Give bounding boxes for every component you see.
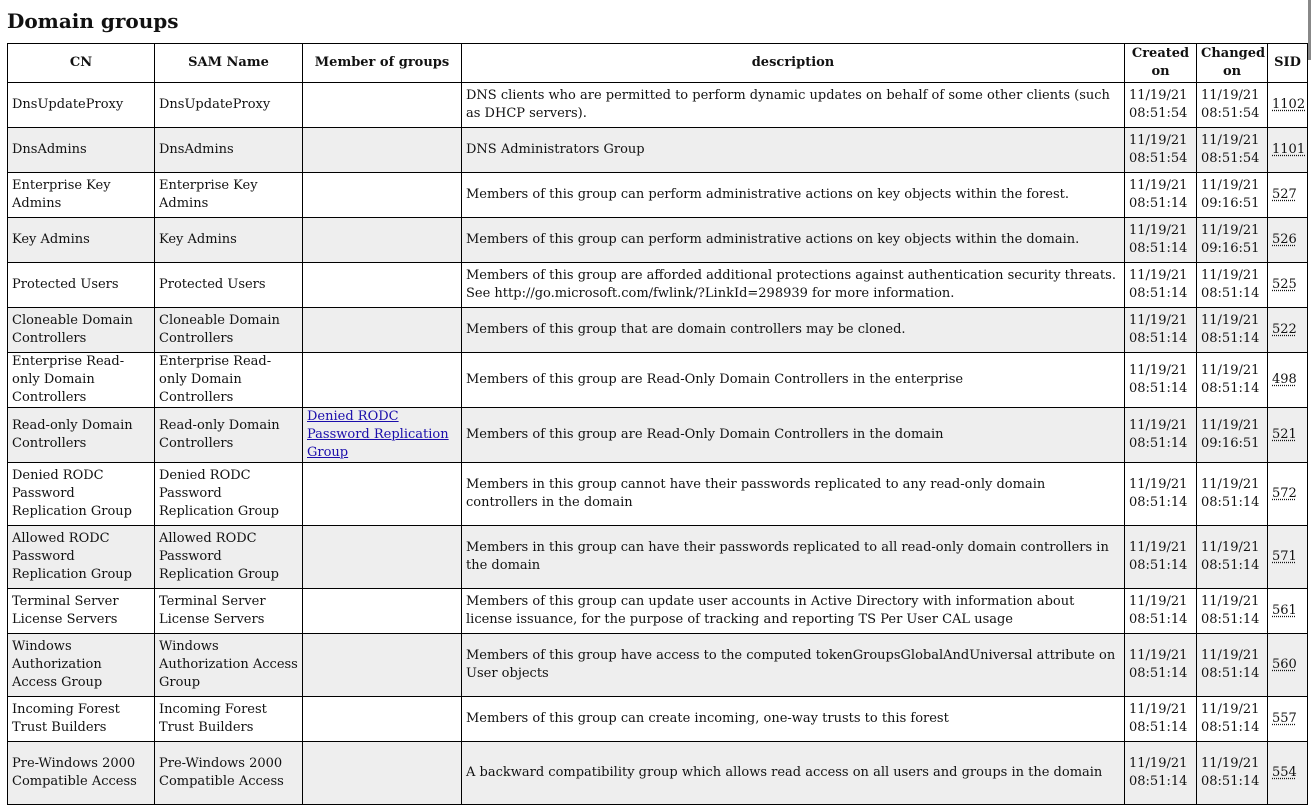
cell-created-on: 11/19/21 08:51:14 — [1125, 697, 1197, 742]
table-row — [8, 263, 1308, 308]
cell-changed-on: 11/19/21 08:51:14 — [1197, 353, 1268, 408]
sid-value[interactable]: 1102 — [1272, 97, 1306, 112]
cell-created-on: 11/19/21 08:51:14 — [1125, 634, 1197, 697]
cell-changed-on: 11/19/21 08:51:14 — [1197, 526, 1268, 589]
cell-created-on: 11/19/21 08:51:14 — [1125, 173, 1197, 218]
cell-cn: Pre-Windows 2000 Compatible Access — [8, 742, 155, 805]
sid-value[interactable]: 526 — [1272, 232, 1297, 247]
cell-cn: DnsUpdateProxy — [8, 83, 155, 128]
cell-sid — [1268, 353, 1308, 408]
cell-sam-name: Enterprise Read-only Domain Controllers — [155, 353, 303, 408]
cell-created-on: 11/19/21 08:51:14 — [1125, 263, 1197, 308]
cell-cn: Incoming Forest Trust Builders — [8, 697, 155, 742]
table-row — [8, 634, 1308, 697]
column-header-sam-name[interactable]: SAM Name — [155, 44, 303, 83]
cell-description: Members of this group can update user accounts in Active Directory with information about license issuance, for the purpose of tracking and reporting TS Per User CAL usage — [462, 589, 1125, 634]
cell-sam-name: Cloneable Domain Controllers — [155, 308, 303, 353]
table-row — [8, 353, 1308, 408]
column-header-member-of[interactable]: Member of groups — [303, 44, 462, 83]
cell-created-on: 11/19/21 08:51:14 — [1125, 408, 1197, 463]
domain-groups-table — [7, 43, 1308, 805]
table-row — [8, 173, 1308, 218]
cell-changed-on: 11/19/21 08:51:14 — [1197, 634, 1268, 697]
cell-member-of — [303, 742, 462, 805]
cell-cn: DnsAdmins — [8, 128, 155, 173]
cell-changed-on: 11/19/21 09:16:51 — [1197, 408, 1268, 463]
table-row — [8, 463, 1308, 526]
table-row — [8, 697, 1308, 742]
table-row — [8, 742, 1308, 805]
cell-cn: Allowed RODC Password Replication Group — [8, 526, 155, 589]
cell-cn: Windows Authorization Access Group — [8, 634, 155, 697]
sid-value[interactable]: 554 — [1272, 765, 1297, 780]
cell-description: Members in this group can have their passwords replicated to all read-only domain controllers in the domain — [462, 526, 1125, 589]
cell-created-on: 11/19/21 08:51:54 — [1125, 128, 1197, 173]
cell-member-of — [303, 263, 462, 308]
sid-value[interactable]: 572 — [1272, 486, 1297, 501]
cell-description: Members of this group have access to the computed tokenGroupsGlobalAndUniversal attribute on User objects — [462, 634, 1125, 697]
cell-description: Members of this group that are domain controllers may be cloned. — [462, 308, 1125, 353]
cell-created-on: 11/19/21 08:51:54 — [1125, 83, 1197, 128]
cell-changed-on: 11/19/21 08:51:54 — [1197, 83, 1268, 128]
column-header-changed-on[interactable]: Changed on — [1197, 44, 1268, 83]
cell-changed-on: 11/19/21 09:16:51 — [1197, 218, 1268, 263]
cell-member-of — [303, 353, 462, 408]
cell-member-of — [303, 308, 462, 353]
cell-changed-on: 11/19/21 08:51:14 — [1197, 463, 1268, 526]
cell-description: Members of this group can perform administrative actions on key objects within the forest. — [462, 173, 1125, 218]
cell-cn: Terminal Server License Servers — [8, 589, 155, 634]
cell-cn: Denied RODC Password Replication Group — [8, 463, 155, 526]
sid-value[interactable]: 1101 — [1272, 142, 1306, 157]
cell-member-of — [303, 218, 462, 263]
cell-member-of — [303, 128, 462, 173]
cell-changed-on: 11/19/21 08:51:14 — [1197, 697, 1268, 742]
column-header-description[interactable]: description — [462, 44, 1125, 83]
table-row — [8, 83, 1308, 128]
cell-member-of — [303, 173, 462, 218]
member-of-group-link[interactable]: Denied RODC Password Replication Group — [307, 409, 449, 460]
cell-sam-name: Enterprise Key Admins — [155, 173, 303, 218]
cell-member-of — [303, 697, 462, 742]
cell-description: Members of this group can perform administrative actions on key objects within the domain. — [462, 218, 1125, 263]
scrollbar-thumb[interactable] — [1308, 0, 1311, 60]
cell-sam-name: Incoming Forest Trust Builders — [155, 697, 303, 742]
sid-value[interactable]: 525 — [1272, 277, 1297, 292]
table-row — [8, 408, 1308, 463]
cell-sam-name: Allowed RODC Password Replication Group — [155, 526, 303, 589]
cell-changed-on: 11/19/21 09:16:51 — [1197, 173, 1268, 218]
cell-member-of — [303, 634, 462, 697]
cell-changed-on: 11/19/21 08:51:14 — [1197, 263, 1268, 308]
table-row — [8, 128, 1308, 173]
cell-changed-on: 11/19/21 08:51:14 — [1197, 308, 1268, 353]
table-row — [8, 589, 1308, 634]
cell-created-on: 11/19/21 08:51:14 — [1125, 218, 1197, 263]
cell-sam-name: Read-only Domain Controllers — [155, 408, 303, 463]
table-row — [8, 308, 1308, 353]
cell-description: DNS clients who are permitted to perform dynamic updates on behalf of some other clients (such as DHCP servers). — [462, 83, 1125, 128]
cell-sid — [1268, 634, 1308, 697]
cell-sam-name: Terminal Server License Servers — [155, 589, 303, 634]
sid-value[interactable]: 522 — [1272, 322, 1297, 337]
sid-value[interactable]: 561 — [1272, 603, 1297, 618]
cell-created-on: 11/19/21 08:51:14 — [1125, 526, 1197, 589]
cell-sid — [1268, 463, 1308, 526]
table-header-row — [8, 44, 1308, 83]
vertical-scrollbar[interactable] — [1307, 0, 1312, 748]
cell-member-of — [303, 463, 462, 526]
cell-created-on: 11/19/21 08:51:14 — [1125, 742, 1197, 805]
cell-sid — [1268, 697, 1308, 742]
cell-created-on: 11/19/21 08:51:14 — [1125, 589, 1197, 634]
cell-sam-name: Windows Authorization Access Group — [155, 634, 303, 697]
cell-sam-name: Denied RODC Password Replication Group — [155, 463, 303, 526]
cell-description: Members of this group are Read-Only Domain Controllers in the domain — [462, 408, 1125, 463]
page-title: Domain groups — [7, 9, 179, 33]
cell-cn: Read-only Domain Controllers — [8, 408, 155, 463]
sid-value[interactable]: 527 — [1272, 187, 1297, 202]
sid-value[interactable]: 557 — [1272, 711, 1297, 726]
cell-description: DNS Administrators Group — [462, 128, 1125, 173]
column-header-sid[interactable]: SID — [1268, 44, 1308, 83]
sid-value[interactable]: 498 — [1272, 372, 1297, 387]
cell-sid — [1268, 589, 1308, 634]
cell-sid — [1268, 742, 1308, 805]
sid-value[interactable]: 521 — [1272, 427, 1297, 442]
cell-member-of — [303, 526, 462, 589]
cell-sam-name: Key Admins — [155, 218, 303, 263]
sid-value[interactable]: 560 — [1272, 657, 1297, 672]
cell-sid — [1268, 173, 1308, 218]
cell-sid — [1268, 263, 1308, 308]
column-header-created-on[interactable]: Created on — [1125, 44, 1197, 83]
cell-member-of — [303, 408, 462, 463]
table-row — [8, 526, 1308, 589]
cell-sid — [1268, 218, 1308, 263]
cell-description: Members of this group are Read-Only Domain Controllers in the enterprise — [462, 353, 1125, 408]
cell-sid — [1268, 408, 1308, 463]
cell-description: Members of this group can create incoming, one-way trusts to this forest — [462, 697, 1125, 742]
cell-changed-on: 11/19/21 08:51:54 — [1197, 128, 1268, 173]
cell-created-on: 11/19/21 08:51:14 — [1125, 308, 1197, 353]
cell-sid — [1268, 308, 1308, 353]
cell-created-on: 11/19/21 08:51:14 — [1125, 463, 1197, 526]
sid-value[interactable]: 571 — [1272, 549, 1297, 564]
cell-created-on: 11/19/21 08:51:14 — [1125, 353, 1197, 408]
cell-description: Members in this group cannot have their passwords replicated to any read-only domain controllers in the domain — [462, 463, 1125, 526]
cell-changed-on: 11/19/21 08:51:14 — [1197, 742, 1268, 805]
cell-sam-name: DnsUpdateProxy — [155, 83, 303, 128]
cell-member-of — [303, 83, 462, 128]
cell-cn: Cloneable Domain Controllers — [8, 308, 155, 353]
cell-sam-name: Protected Users — [155, 263, 303, 308]
column-header-cn[interactable]: CN — [8, 44, 155, 83]
cell-cn: Key Admins — [8, 218, 155, 263]
table-body — [8, 83, 1308, 805]
cell-cn: Protected Users — [8, 263, 155, 308]
cell-sid — [1268, 526, 1308, 589]
cell-sid — [1268, 83, 1308, 128]
cell-sam-name: DnsAdmins — [155, 128, 303, 173]
cell-description: Members of this group are afforded additional protections against authentication security threats. See http://go.microsoft.com/fwlink/?LinkId=298939 for more information. — [462, 263, 1125, 308]
cell-sid — [1268, 128, 1308, 173]
cell-cn: Enterprise Read-only Domain Controllers — [8, 353, 155, 408]
table-row — [8, 218, 1308, 263]
cell-member-of — [303, 589, 462, 634]
cell-description: A backward compatibility group which allows read access on all users and groups in the domain — [462, 742, 1125, 805]
cell-changed-on: 11/19/21 08:51:14 — [1197, 589, 1268, 634]
cell-cn: Enterprise Key Admins — [8, 173, 155, 218]
cell-sam-name: Pre-Windows 2000 Compatible Access — [155, 742, 303, 805]
